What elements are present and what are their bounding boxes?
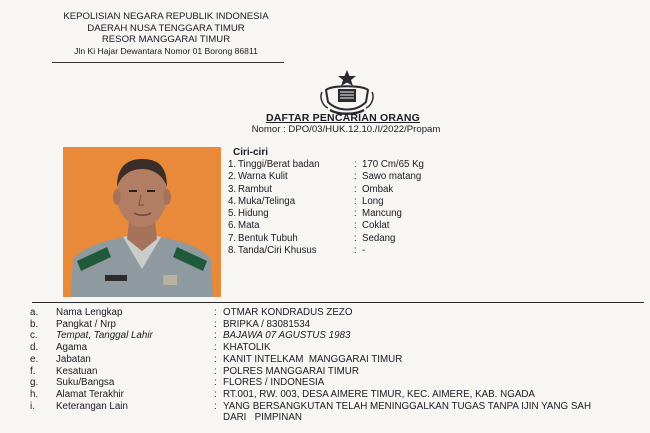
item-value: Ombak	[362, 183, 394, 195]
detail-separator: :	[214, 353, 217, 365]
agency-header	[47, 11, 285, 57]
detail-continuation	[30, 412, 650, 424]
detail-separator: :	[214, 318, 217, 330]
item-label: Hidung	[238, 208, 269, 220]
detail-label: Suku/Bangsa	[56, 377, 115, 389]
detail-letter: b.	[30, 318, 39, 330]
detail-value: OTMAR KONDRADUS ZEZO	[223, 307, 353, 318]
detail-value: POLRES MANGGARAI TIMUR	[223, 365, 359, 377]
detail-separator: :	[214, 307, 217, 318]
item-label: Tinggi/Berat badan	[238, 159, 320, 170]
detail-separator: :	[214, 342, 217, 354]
detail-separator: :	[214, 330, 217, 342]
detail-value: KANIT INTELKAM MANGGARAI TIMUR	[223, 353, 403, 365]
detail-row	[30, 354, 650, 366]
item-value: -	[362, 245, 366, 257]
item-number: 1.	[228, 159, 237, 170]
item-separator: :	[354, 220, 357, 232]
item-label: Rambut	[238, 183, 272, 195]
list-item	[228, 159, 424, 171]
identity-details	[30, 307, 650, 424]
item-separator: :	[354, 171, 357, 183]
detail-row	[30, 401, 650, 413]
detail-value-continuation: DARI PIMPINAN	[223, 412, 302, 424]
list-item	[228, 184, 424, 196]
section-divider	[32, 302, 644, 303]
detail-letter: a.	[30, 307, 39, 318]
header-address: Jln Ki Hajar Dewantara Nomor 01 Borong 86811	[74, 45, 258, 56]
detail-value: FLORES / INDONESIA	[223, 377, 325, 389]
item-separator: :	[354, 183, 357, 195]
item-label: Warna Kulit	[238, 171, 288, 183]
suspect-photo	[63, 147, 221, 297]
detail-letter: h.	[30, 388, 39, 400]
list-item	[228, 220, 424, 232]
document-title: DAFTAR PENCARIAN ORANG	[265, 112, 421, 124]
detail-letter: g.	[30, 377, 39, 389]
header-line-1: KEPOLISIAN NEGARA REPUBLIK INDONESIA	[63, 11, 269, 22]
detail-letter: d.	[30, 342, 39, 354]
detail-row	[30, 366, 650, 378]
detail-value: YANG BERSANGKUTAN TELAH MENINGGALKAN TUGAS TANPA IJIN YANG SAH	[223, 400, 592, 412]
item-label: Mata	[238, 220, 260, 232]
detail-separator: :	[214, 388, 217, 400]
item-value: Sedang	[362, 232, 396, 244]
list-item	[228, 208, 424, 220]
detail-value: RT.001, RW. 003, DESA AIMERE TIMUR, KEC. AIMERE, KAB. NGADA	[223, 388, 535, 400]
item-number: 5.	[228, 208, 237, 220]
item-value: 170 Cm/65 Kg	[362, 159, 424, 170]
detail-row	[30, 307, 650, 319]
item-value: Coklat	[362, 220, 390, 232]
detail-row	[30, 377, 650, 389]
ciri-list	[228, 159, 424, 257]
detail-row	[30, 319, 650, 331]
detail-row	[30, 330, 650, 342]
detail-label: Nama Lengkap	[56, 307, 123, 318]
detail-value: KHATOLIK	[223, 342, 271, 354]
detail-label: Keterangan Lain	[56, 400, 128, 412]
detail-row	[30, 342, 650, 354]
detail-label: Alamat Terakhir	[56, 388, 124, 400]
list-item	[228, 196, 424, 208]
portrait-image	[63, 147, 221, 297]
header-line-2: DAERAH NUSA TENGGARA TIMUR	[87, 22, 245, 34]
item-number: 2.	[228, 171, 237, 183]
police-emblem-icon	[316, 68, 378, 116]
detail-row	[30, 389, 650, 401]
item-number: 7.	[228, 232, 237, 244]
item-label: Tanda/Ciri Khusus	[238, 245, 317, 257]
detail-separator: :	[214, 400, 217, 412]
item-label: Bentuk Tubuh	[238, 232, 298, 244]
detail-letter: f.	[30, 365, 36, 377]
detail-label: Kesatuan	[56, 365, 98, 377]
item-number: 6.	[228, 220, 237, 232]
item-value: Long	[362, 195, 384, 207]
list-item	[228, 233, 424, 245]
ciri-heading: Ciri-ciri	[233, 147, 269, 158]
detail-letter: c.	[30, 330, 38, 342]
document-number: Nomor : DPO/03/HUK.12.10./I/2022/Propam	[251, 124, 441, 135]
list-item	[228, 171, 424, 183]
detail-letter: e.	[30, 353, 39, 365]
item-separator: :	[354, 159, 357, 170]
item-number: 3.	[228, 183, 237, 195]
item-separator: :	[354, 208, 357, 220]
item-value: Sawo matang	[362, 171, 422, 183]
detail-label: Agama	[56, 342, 88, 354]
detail-letter: i.	[30, 400, 35, 412]
item-separator: :	[354, 245, 357, 257]
list-item	[228, 245, 424, 257]
detail-label: Jabatan	[56, 353, 91, 365]
item-label: Muka/Telinga	[238, 195, 296, 207]
item-number: 8.	[228, 245, 237, 257]
item-value: Mancung	[362, 208, 402, 220]
detail-separator: :	[214, 365, 217, 377]
detail-label: Pangkat / Nrp	[56, 318, 116, 330]
header-line-3: RESOR MANGGARAI TIMUR	[101, 34, 231, 45]
item-separator: :	[354, 195, 357, 207]
detail-separator: :	[214, 377, 217, 389]
detail-value: BRIPKA / 83081534	[223, 318, 311, 330]
item-number: 4.	[228, 195, 237, 207]
item-separator: :	[354, 232, 357, 244]
header-divider	[52, 62, 284, 63]
detail-value: BAJAWA 07 AGUSTUS 1983	[223, 330, 351, 342]
detail-label: Tempat, Tanggal Lahir	[56, 330, 153, 342]
